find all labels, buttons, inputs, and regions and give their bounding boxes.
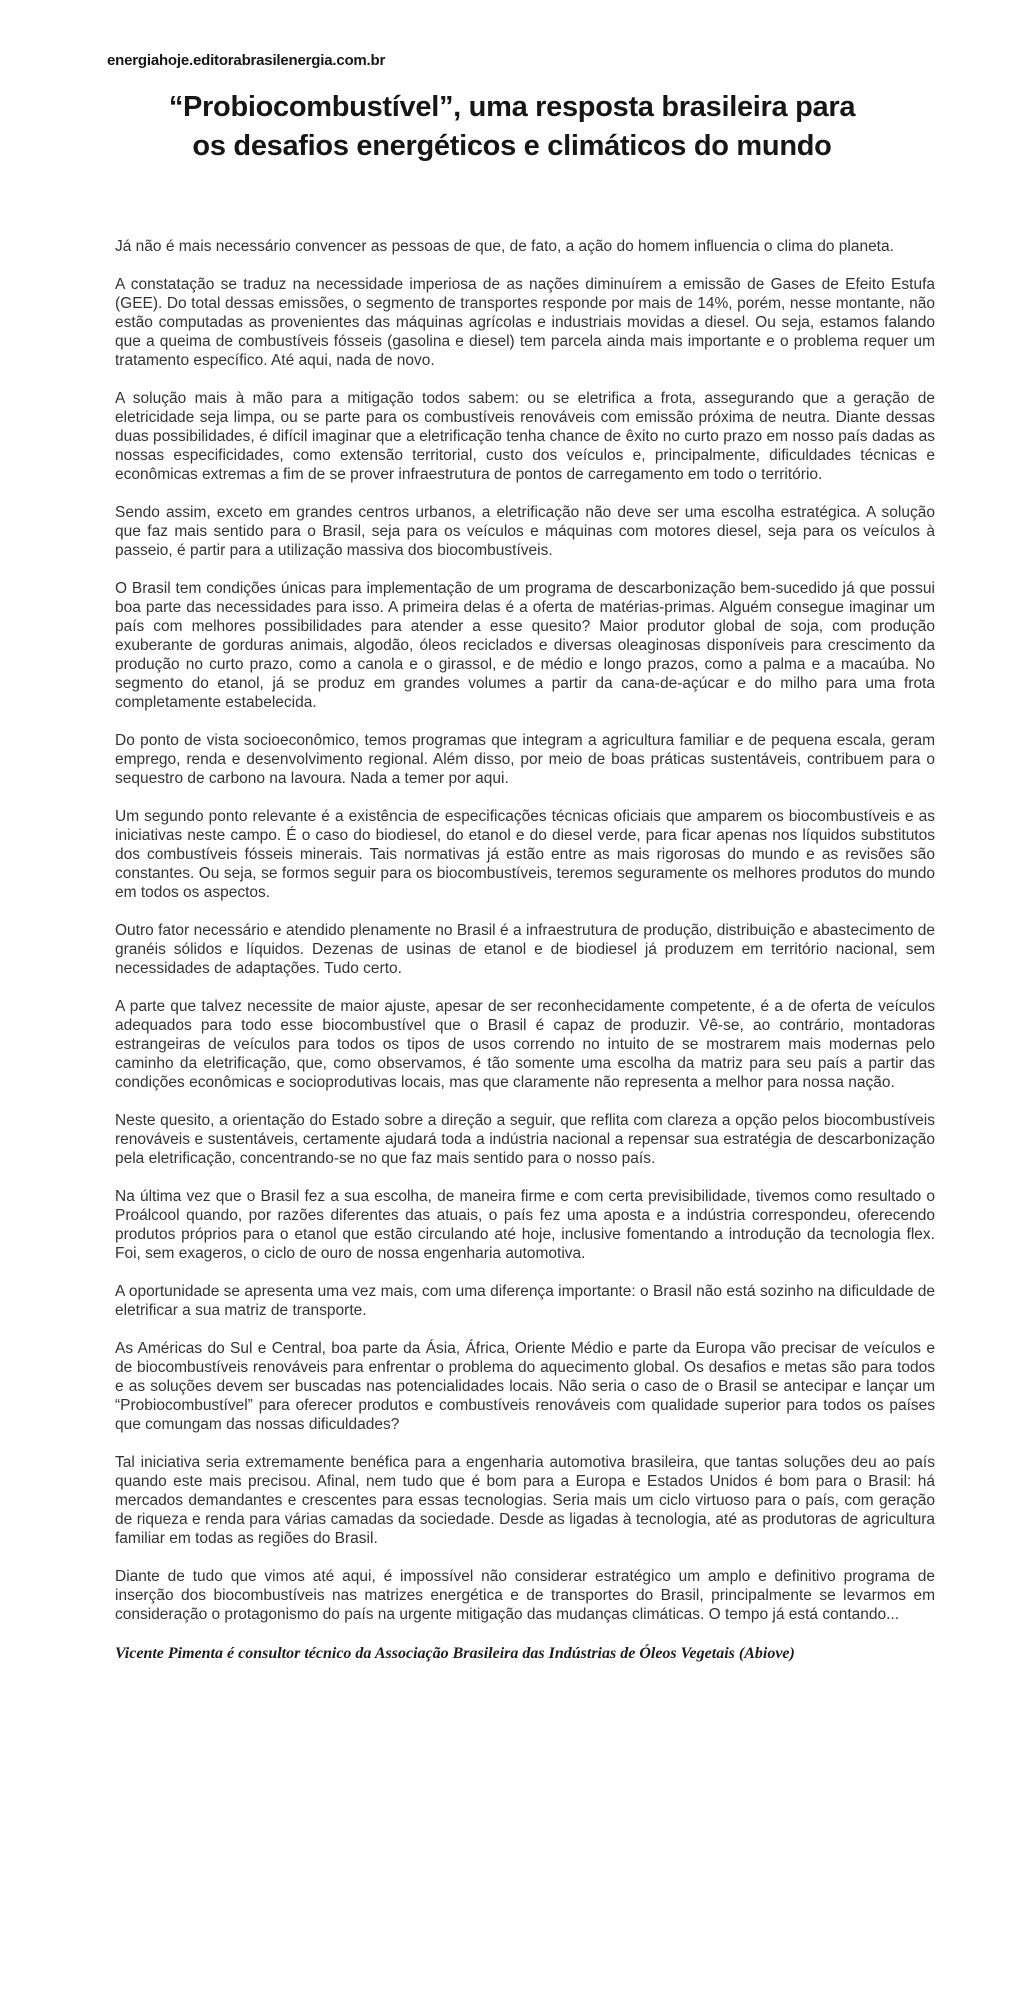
article-title xyxy=(62,88,962,166)
article-title-line1: “Probiocombustível”, uma resposta brasileira para xyxy=(168,91,856,123)
paragraph: A solução mais à mão para a mitigação todos sabem: ou se eletrifica a frota, assegurando que a geração de eletricidade seja limpa, ou se parte para os combustíveis renováveis com emissão próxima de neutra. Diante dessas duas possibilidades, é difícil imaginar que a eletrificação tenha chance de êxito no curto prazo em nosso país dadas as nossas especificidades, como extensão territorial, custo dos veículos e, principalmente, dificuldades técnicas e econômicas extremas a fim de se prover infraestrutura de pontos de carregamento em todo o território. xyxy=(115,390,935,483)
paragraph: O Brasil tem condições únicas para implementação de um programa de descarbonização bem-sucedido já que possui boa parte das necessidades para isso. A primeira delas é a oferta de matérias-primas. Alguém consegue imaginar um país com melhores possibilidades para atender a esse quesito? Maior produtor global de soja, com produção exuberante de gorduras animais, algodão, óleos reciclados e diversas oleaginosas disponíveis para crescimento da produção no curto prazo, como a canola e o girassol, e de médio e longo prazos, como a palma e a macaúba. No segmento do etanol, já se produz em grandes volumes a partir da cana-de-açúcar e do milho para uma frota completamente estabelecida. xyxy=(115,580,935,711)
article-title-line2: os desafios energéticos e climáticos do mundo xyxy=(192,130,832,162)
paragraph: Tal iniciativa seria extremamente benéfica para a engenharia automotiva brasileira, que tantas soluções deu ao país quando este mais precisou. Afinal, nem tudo que é bom para a Europa e Estados Unidos é bom para o Brasil: há mercados demandantes e crescentes para essas tecnologias. Seria mais um ciclo virtuoso para o país, com geração de riqueza e renda para várias camadas da sociedade. Desde as ligadas à tecnologia, até as produtoras de agricultura familiar em todas as regiões do Brasil. xyxy=(115,1454,935,1547)
site-url: energiahoje.editorabrasilenergia.com.br xyxy=(107,52,386,69)
paragraph: Diante de tudo que vimos até aqui, é impossível não considerar estratégico um amplo e definitivo programa de inserção dos biocombustíveis nas matrizes energética e de transportes do Brasil, principalmente se levarmos em consideração o protagonismo do país na urgente mitigação das mudanças climáticas. O tempo já está contando... xyxy=(115,1568,935,1623)
paragraph: Sendo assim, exceto em grandes centros urbanos, a eletrificação não deve ser uma escolha estratégica. A solução que faz mais sentido para o Brasil, seja para os veículos e máquinas com motores diesel, seja para os veículos à passeio, é partir para a utilização massiva dos biocombustíveis. xyxy=(115,504,935,559)
paragraph: Já não é mais necessário convencer as pessoas de que, de fato, a ação do homem influencia o clima do planeta. xyxy=(115,238,894,255)
article-body xyxy=(115,237,935,1683)
author-byline: Vicente Pimenta é consultor técnico da Associação Brasileira das Indústrias de Óleos Vegetais (Abiove) xyxy=(115,1645,795,1662)
paragraph: A parte que talvez necessite de maior ajuste, apesar de ser reconhecidamente competente, é a de oferta de veículos adequados para todo esse biocombustível que o Brasil é capaz de produzir. Vê-se, ao contrário, montadoras estrangeiras de veículos para todos os tipos de usos correndo no intuito de se mostrarem mais modernas pelo caminho da eletrificação, que, como observamos, é tão somente uma escolha da matriz para seu país a partir das condições econômicas e socioprodutivas locais, mas que claramente não representa a melhor para nossa nação. xyxy=(115,998,935,1091)
paragraph: As Américas do Sul e Central, boa parte da Ásia, África, Oriente Médio e parte da Europa vão precisar de veículos e de biocombustíveis renováveis para enfrentar o problema do aquecimento global. Os desafios e metas são para todos e as soluções devem ser buscadas nas potencialidades locais. Não seria o caso de o Brasil se antecipar e lançar um “Probiocombustível” para oferecer produtos e combustíveis renováveis com qualidade superior para todos os países que comungam das nossas dificuldades? xyxy=(115,1340,935,1433)
paragraph: Na última vez que o Brasil fez a sua escolha, de maneira firme e com certa previsibilidade, tivemos como resultado o Proálcool quando, por razões diferentes das atuais, o país fez uma aposta e a indústria correspondeu, oferecendo produtos próprios para o etanol que estão circulando até hoje, inclusive fomentando a introdução da tecnologia flex. Foi, sem exageros, o ciclo de ouro de nossa engenharia automotiva. xyxy=(115,1188,935,1262)
paragraph: A constatação se traduz na necessidade imperiosa de as nações diminuírem a emissão de Gases de Efeito Estufa (GEE). Do total dessas emissões, o segmento de transportes responde por mais de 14%, porém, nesse montante, não estão computadas as provenientes das máquinas agrícolas e industriais movidas a diesel. Ou seja, estamos falando que a queima de combustíveis fósseis (gasolina e diesel) tem parcela ainda mais importante e o problema requer um tratamento específico. Até aqui, nada de novo. xyxy=(115,276,935,369)
paragraph: Do ponto de vista socioeconômico, temos programas que integram a agricultura familiar e de pequena escala, geram emprego, renda e desenvolvimento regional. Além disso, por meio de boas práticas sustentáveis, contribuem para o sequestro de carbono na lavoura. Nada a temer por aqui. xyxy=(115,732,935,787)
paragraph: Um segundo ponto relevante é a existência de especificações técnicas oficiais que amparem os biocombustíveis e as iniciativas neste campo. É o caso do biodiesel, do etanol e do diesel verde, para ficar apenas nos líquidos substitutos dos combustíveis fósseis minerais. Tais normativas já estão entre as mais rigorosas do mundo e as revisões são constantes. Ou seja, se formos seguir para os biocombustíveis, teremos seguramente os melhores produtos do mundo em todos os aspectos. xyxy=(115,808,935,901)
paragraph: A oportunidade se apresenta uma vez mais, com uma diferença importante: o Brasil não está sozinho na dificuldade de eletrificar a sua matriz de transporte. xyxy=(115,1283,935,1319)
paragraph: Outro fator necessário e atendido plenamente no Brasil é a infraestrutura de produção, distribuição e abastecimento de granéis sólidos e líquidos. Dezenas de usinas de etanol e de biodiesel já produzem em território nacional, sem necessidades de adaptações. Tudo certo. xyxy=(115,922,935,977)
paragraph: Neste quesito, a orientação do Estado sobre a direção a seguir, que reflita com clareza a opção pelos biocombustíveis renováveis e sustentáveis, certamente ajudará toda a indústria nacional a repensar sua estratégia de descarbonização pela eletrificação, concentrando-se no que faz mais sentido para o nosso país. xyxy=(115,1112,935,1167)
